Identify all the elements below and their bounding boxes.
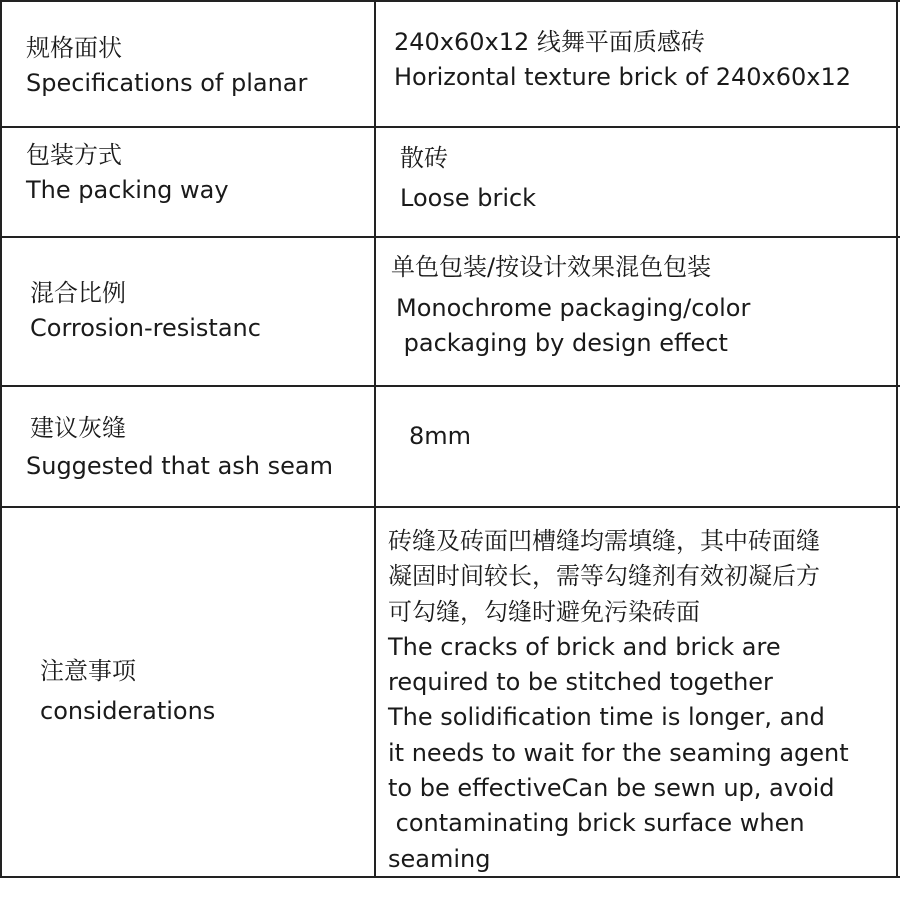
value-line: required to be stitched together [388,668,773,697]
row-label-packing [26,138,229,208]
value-line: seaming [388,844,491,873]
value-line: 砖缝及砖面凹槽缝均需填缝，其中砖面缝 [388,527,820,555]
value-line: The cracks of brick and brick are [388,632,781,661]
row-label-considerations [40,651,215,731]
value-line: 凝固时间较长，需等勾缝剂有效初凝后方 [388,562,820,591]
row-value-packing [400,138,536,218]
label-en: Corrosion-resistanc [30,314,261,342]
label-en: The packing way [26,176,229,204]
value-line: 单色包装/按设计效果混色包装 [391,253,712,281]
label-en: Specifications of planar [26,69,308,97]
value-line: Horizontal texture brick of 240x60x12 [394,63,852,91]
value-line: 8mm [409,422,472,450]
column-divider [374,0,376,878]
row-value-ash-seam [409,419,471,454]
value-line: The solidification time is longer, and [388,703,825,732]
table-border-right [896,0,898,878]
value-line: packaging by design effect [396,329,728,357]
value-line: 可勾缝，勾缝时避免污染砖面 [388,597,700,626]
row-label-ash-seam [26,409,333,485]
row-value-considerations [388,524,849,877]
value-line: contaminating brick surface when [388,809,805,838]
label-cn: 包装方式 [26,141,122,169]
row-label-specifications [26,31,307,101]
value-line: it needs to wait for the seaming agent [388,738,849,767]
value-line: Loose brick [400,184,537,212]
label-en: Suggested that ash seam [26,452,333,480]
row-label-mixing [30,276,261,346]
table-border-top [0,0,900,2]
label-cn: 规格面状 [26,34,122,62]
row-divider [0,126,900,128]
value-line: 240x60x12 线舞平面质感砖 [394,28,705,56]
value-line: 散砖 [400,144,448,172]
row-value-specifications [394,25,851,95]
table-border-left [0,0,2,878]
row-value-mixing [391,250,750,361]
row-divider [0,385,900,387]
value-line: to be effectiveCan be sewn up, avoid [388,774,835,803]
label-cn: 混合比例 [30,279,126,307]
value-line: Monochrome packaging/color [396,294,751,322]
row-divider [0,506,900,508]
label-cn: 注意事项 [40,657,136,685]
label-cn: 建议灰缝 [30,414,126,442]
label-en: considerations [40,697,216,725]
row-divider [0,236,900,238]
